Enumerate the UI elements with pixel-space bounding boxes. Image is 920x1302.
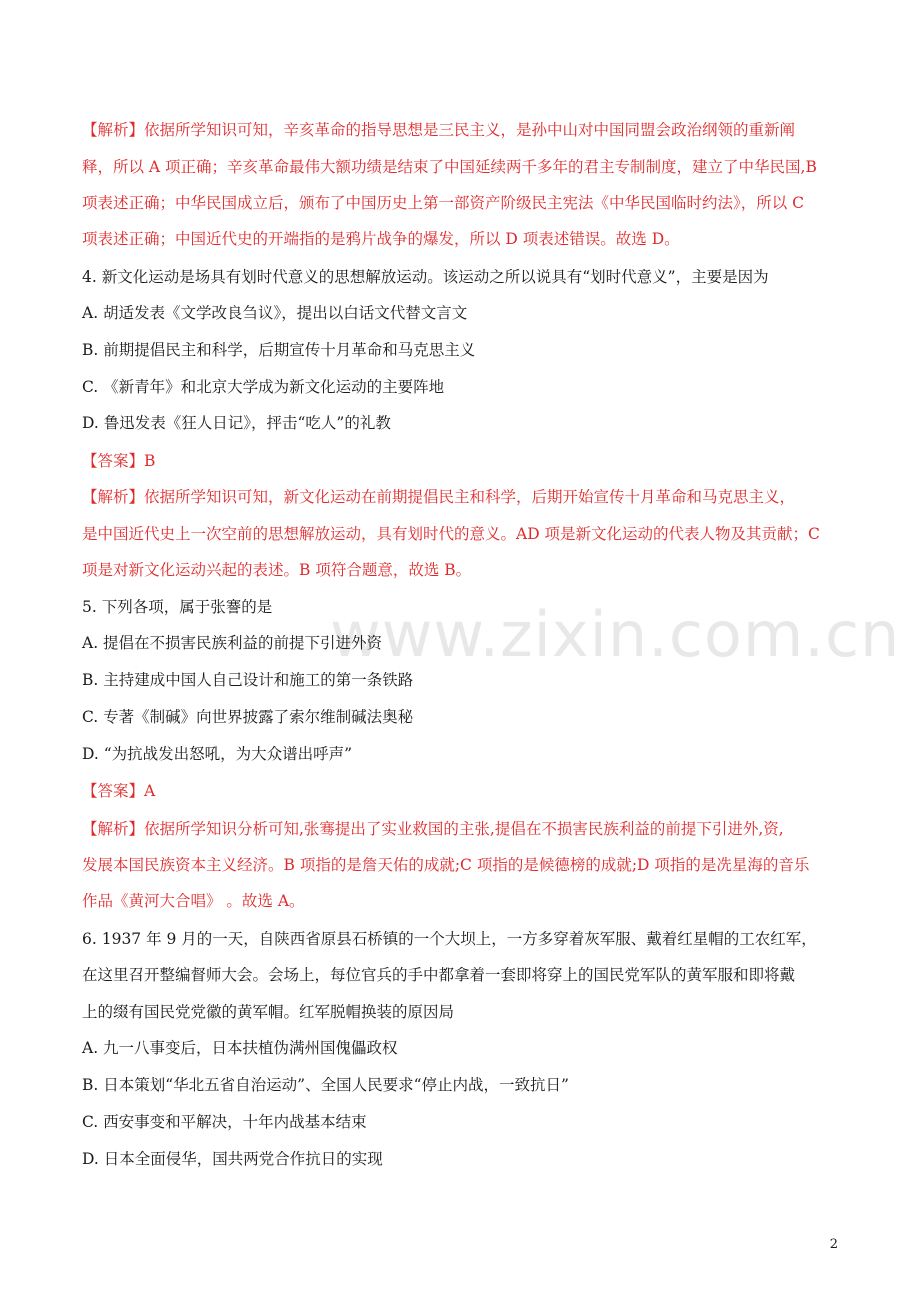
answer-text-line: 【解析】依据所学知识分析可知,张骞提出了实业救国的主张,提倡在不损害民族利益的前提下引进外,资,: [82, 820, 784, 838]
answer-text-line: 【解析】依据所学知识可知，新文化运动在前期提倡民主和科学，后期开始宣传十月革命和马克思主义，: [82, 488, 796, 506]
answer-text-line: 项是对新文化运动兴起的表述。B 项符合题意，故选 B。: [82, 561, 472, 579]
question-text-line: C. 专著《制碱》向世界披露了索尔维制碱法奥秘: [82, 708, 414, 726]
question-text-line: C. 西安事变和平解决，十年内战基本结束: [82, 1113, 367, 1131]
question-text-line: 在这里召开整编督师大会。会场上，每位官兵的手中都拿着一套即将穿上的国民党军队的黄军服和即将戴: [82, 966, 796, 984]
question-text-line: 4. 新文化运动是场具有划时代意义的思想解放运动。该运动之所以说具有“划时代意义”，主要是因为: [82, 268, 769, 286]
answer-text-line: 【答案】B: [82, 452, 156, 470]
question-text-line: B. 前期提倡民主和科学，后期宣传十月革命和马克思主义: [82, 341, 476, 359]
question-text-line: D. “为抗战发出怒吼，为大众谱出呼声”: [82, 745, 353, 763]
answer-text-line: 项表述正确；中华民国成立后，颁布了中国历史上第一部资产阶级民主宪法《中华民国临时约法》，所以 C: [82, 194, 805, 212]
page-number: 2: [829, 1237, 838, 1252]
watermark-text: www.zixin.com.cn: [330, 598, 901, 671]
answer-text-line: 项表述正确；中国近代史的开端指的是鸦片战争的爆发，所以 D 项表述错误。故选 D。: [82, 230, 680, 248]
answer-text-line: 【解析】依据所学知识可知，辛亥革命的指导思想是三民主义，是孙中山对中国同盟会政治纲领的重新阐: [82, 121, 796, 139]
answer-text-line: 【答案】A: [82, 782, 156, 800]
question-text-line: 上的缀有国民党党徽的黄军帽。红军脱帽换装的原因局: [82, 1003, 455, 1021]
answer-text-line: 是中国近代史上一次空前的思想解放运动，具有划时代的意义。AD 项是新文化运动的代表人物及其贡献；C: [82, 525, 820, 543]
question-text-line: 6. 1937 年 9 月的一天，自陕西省原县石桥镇的一个大坝上，一方多穿着灰军服、戴着红星帽的工农红军，: [82, 930, 817, 948]
question-text-line: D. 日本全面侵华，国共两党合作抗日的实现: [82, 1150, 383, 1168]
question-text-line: A. 提倡在不损害民族利益的前提下引进外资: [82, 634, 383, 652]
answer-text-line: 释，所以 A 项正确；辛亥革命最伟大额功绩是结束了中国延续两千多年的君主专制制度，建立了中华民国,B: [82, 158, 817, 176]
question-text-line: 5. 下列各项，属于张謇的是: [82, 598, 273, 616]
question-text-line: A. 胡适发表《文学改良刍议》，提出以白话文代替文言文: [82, 304, 468, 322]
question-text-line: B. 主持建成中国人自己设计和施工的第一条铁路: [82, 671, 414, 689]
answer-text-line: 作品《黄河大合唱》 。故选 A。: [82, 892, 305, 910]
question-text-line: D. 鲁迅发表《狂人日记》，抨击“吃人”的礼教: [82, 414, 391, 432]
question-text-line: B. 日本策划“华北五省自治运动”、全国人民要求“停止内战，一致抗日”: [82, 1076, 569, 1094]
answer-text-line: 发展本国民族资本主义经济。B 项指的是詹天佑的成就;C 项指的是候德榜的成就;D 项指的是冼星海的音乐: [82, 856, 810, 874]
question-text-line: C. 《新青年》和北京大学成为新文化运动的主要阵地: [82, 378, 445, 396]
question-text-line: A. 九一八事变后，日本扶植伪满州国傀儡政权: [82, 1039, 398, 1057]
